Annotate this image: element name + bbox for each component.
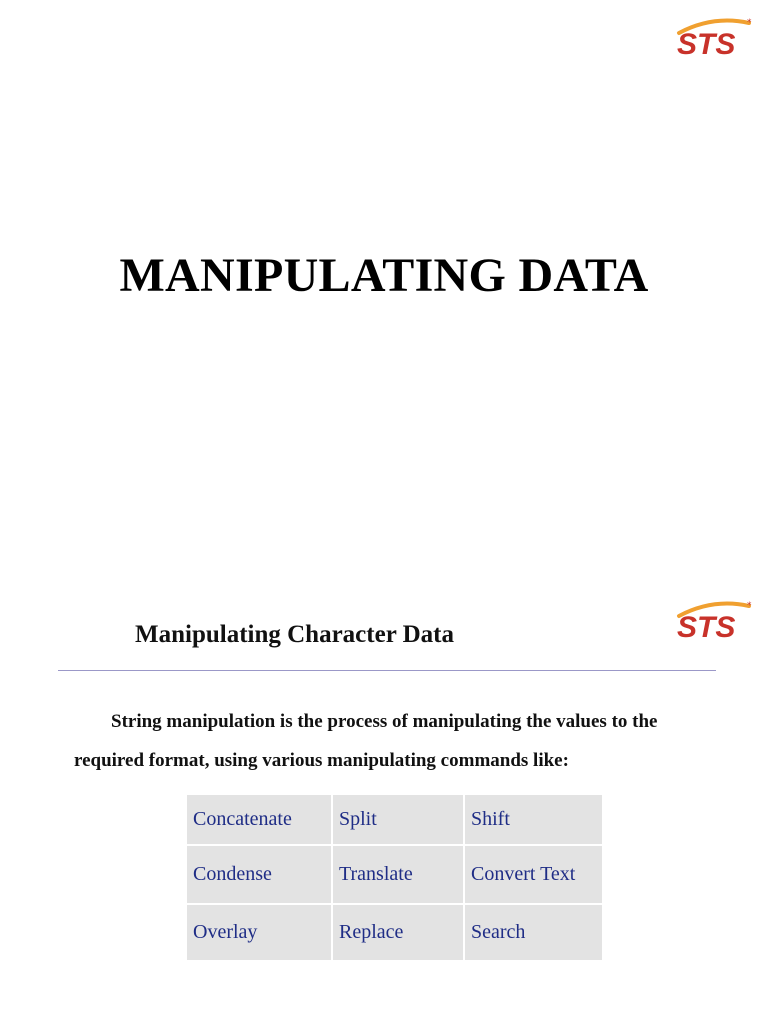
intro-text-line-2: required format, using various manipulating commands like: (74, 750, 569, 771)
svg-text:*: * (747, 601, 752, 611)
table-cell: Overlay (187, 905, 331, 960)
svg-text:*: * (747, 18, 752, 28)
table-cell: Condense (187, 846, 331, 903)
section-heading: Manipulating Character Data (135, 621, 454, 648)
table-row (187, 905, 602, 960)
table-row (187, 846, 602, 903)
table-cell: Convert Text (465, 846, 602, 903)
slide-title: MANIPULATING DATA (119, 249, 649, 302)
heading-divider (58, 670, 716, 671)
sts-logo-icon (673, 17, 753, 57)
table-cell: Replace (333, 905, 463, 960)
table-row (187, 795, 602, 844)
logo-text: STS (677, 28, 736, 57)
intro-text-line-1: String manipulation is the process of manipulating the values to the (111, 711, 658, 732)
table-cell: Search (465, 905, 602, 960)
commands-table (185, 793, 604, 962)
logo-text: STS (677, 611, 736, 640)
table-cell: Translate (333, 846, 463, 903)
sts-logo-icon (673, 600, 753, 640)
table-cell: Concatenate (187, 795, 331, 844)
table-cell: Shift (465, 795, 602, 844)
table-cell: Split (333, 795, 463, 844)
